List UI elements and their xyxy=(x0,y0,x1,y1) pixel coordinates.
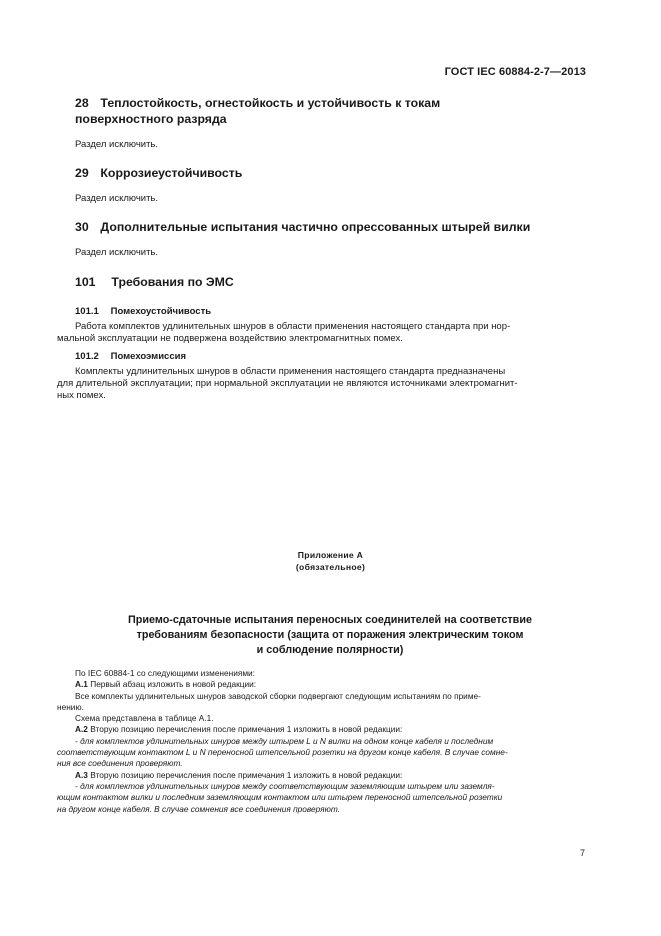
annex-status: (обязательное) xyxy=(295,562,366,572)
section-29-heading xyxy=(75,165,585,181)
section-title-continued: поверхностного разряда xyxy=(75,112,227,126)
document-code-header: ГОСТ IEC 60884-2-7—2013 xyxy=(444,66,586,78)
paragraph-line: ных помех. xyxy=(57,390,106,401)
annex-title-line: и соблюдение полярности) xyxy=(256,644,404,656)
annex-title-line: требованиям безопасности (защита от поражения электрическим током xyxy=(136,629,524,641)
paragraph-line: Работа комплектов удлинительных шнуров в области применения настоящего стандарта при нор- xyxy=(75,321,511,332)
paragraph-line: Комплекты удлинительных шнуров в области применения настоящего стандарта предназначены xyxy=(75,366,506,377)
clause-quote: нению. xyxy=(57,701,84,712)
clause-text: Первый абзац изложить в новой редакции: xyxy=(90,679,257,690)
subsection-number: 101.1 xyxy=(75,306,99,317)
section-number: 30 xyxy=(75,220,89,234)
clause-quote: соответствующим контактом L и N переносной штепсельной розетки на другом конце кабеля. В случае сомне- xyxy=(57,747,508,758)
paragraph-line: мальной эксплуатации не подвержена воздействию электромагнитных помех. xyxy=(57,333,403,344)
section-30-body: Раздел исключить. xyxy=(75,247,159,258)
annex-intro: По IEC 60884-1 со следующими изменениями: xyxy=(75,668,255,678)
section-number: 101 xyxy=(75,275,96,289)
clause-quote: Все комплекты удлинительных шнуров заводской сборки подвергают следующим испытаниям по приме- xyxy=(75,690,481,701)
clause-quote: - для комплектов удлинительных шнуров между штырем L и N вилки на одном конце кабеля и последним xyxy=(75,735,494,746)
section-101-heading xyxy=(75,274,585,290)
section-title: Коррозиеустойчивость xyxy=(100,166,243,180)
clause-text: Вторую позицию перечисления после примечания 1 изложить в новой редакции: xyxy=(90,724,403,735)
clause-quote: на другом конце кабеля. В случае сомнения все соединения проверяют. xyxy=(57,803,340,814)
section-28-body: Раздел исключить. xyxy=(75,139,159,150)
clause-quote: ния все соединения проверяют. xyxy=(57,758,183,769)
annex-body xyxy=(57,668,585,815)
paragraph-line: для длительной эксплуатации; при нормальной эксплуатации не являются источниками электромагнит- xyxy=(57,378,518,389)
section-number: 29 xyxy=(75,166,89,180)
annex-title-line: Приемо-сдаточные испытания переносных соединителей на соответствие xyxy=(128,614,532,626)
subsection-101-1-text xyxy=(57,321,585,345)
annex-label xyxy=(0,549,661,573)
subsection-101-1-heading xyxy=(75,306,211,317)
section-29-body: Раздел исключить. xyxy=(75,193,159,204)
subsection-title: Помехоэмиссия xyxy=(110,351,186,362)
section-title: Требования по ЭМС xyxy=(111,275,234,289)
section-title: Теплостойкость, огнестойкость и устойчивость к токам xyxy=(100,96,441,110)
clause-number: А.2 xyxy=(75,724,88,735)
subsection-101-2-text xyxy=(57,366,585,402)
section-title: Дополнительные испытания частично опрессованных штырей вилки xyxy=(100,220,531,234)
clause-number: А.1 xyxy=(75,679,88,690)
subsection-101-2-heading xyxy=(75,351,186,362)
subsection-title: Помехоустойчивость xyxy=(110,306,212,317)
section-28-heading xyxy=(75,95,585,127)
clause-number: А.3 xyxy=(75,769,88,780)
section-30-heading xyxy=(75,219,585,235)
annex-title xyxy=(80,613,580,658)
clause-quote: - для комплектов удлинительных шнуров между соответствующим заземляющим штырем или заземля- xyxy=(75,780,495,791)
scheme-note: Схема представлена в таблице А.1. xyxy=(75,713,214,724)
clause-quote: ющим контактом вилки и последним заземляющим контактом или штырем переносной штепсельной розетки xyxy=(57,792,503,803)
page-number: 7 xyxy=(579,848,585,858)
section-number: 28 xyxy=(75,96,89,110)
annex-label-text: Приложение А xyxy=(297,550,364,560)
clause-text: Вторую позицию перечисления после примечания 1 изложить в новой редакции: xyxy=(90,769,403,780)
subsection-number: 101.2 xyxy=(75,351,99,362)
